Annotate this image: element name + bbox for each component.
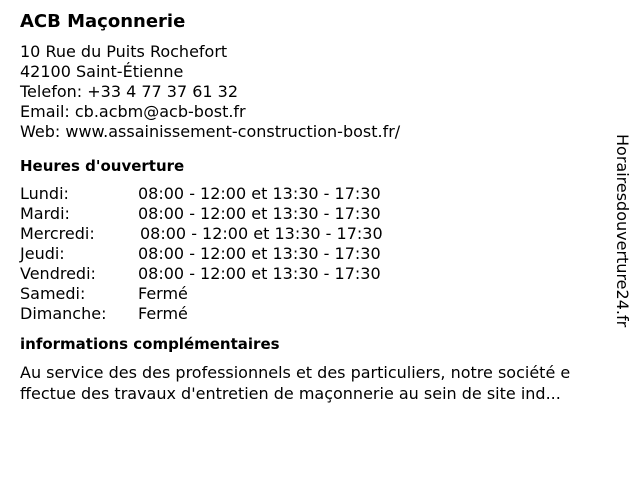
phone-line: Telefon: +33 4 77 37 61 32	[20, 82, 239, 101]
day-hours: 08:00 - 12:00 et 13:30 - 17:30	[138, 264, 381, 283]
email-line: Email: cb.acbm@acb-bost.fr	[20, 102, 246, 121]
hours-row-saturday	[20, 284, 610, 304]
day-label: Vendredi:	[20, 264, 96, 283]
info-heading: informations complémentaires	[20, 335, 280, 353]
business-card	[20, 10, 610, 404]
day-hours: 08:00 - 12:00 et 13:30 - 17:30	[138, 204, 381, 223]
side-brand-watermark	[612, 134, 632, 344]
side-brand-text: Horairesdouverture24.fr	[613, 134, 632, 328]
hours-row-monday	[20, 184, 610, 204]
day-label: Lundi:	[20, 184, 69, 203]
address-city: 42100 Saint-Étienne	[20, 62, 184, 81]
day-label: Samedi:	[20, 284, 86, 303]
hours-row-friday	[20, 264, 610, 284]
business-name: ACB Maçonnerie	[20, 11, 186, 32]
day-label: Mercredi:	[20, 224, 95, 243]
address-street: 10 Rue du Puits Rochefort	[20, 42, 228, 61]
day-hours: Fermé	[138, 304, 188, 323]
day-hours: 08:00 - 12:00 et 13:30 - 17:30	[140, 224, 383, 243]
info-description-line-1: Au service des des professionnels et des particuliers, notre société e	[20, 363, 571, 382]
day-hours: 08:00 - 12:00 et 13:30 - 17:30	[138, 184, 381, 203]
info-description-line-2: ffectue des travaux d'entretien de maçonnerie au sein de site ind...	[20, 384, 561, 403]
day-hours: 08:00 - 12:00 et 13:30 - 17:30	[138, 244, 381, 263]
day-label: Mardi:	[20, 204, 70, 223]
day-label: Jeudi:	[20, 244, 65, 263]
hours-row-thursday	[20, 244, 610, 264]
web-line: Web: www.assainissement-construction-bost.fr/	[20, 122, 401, 141]
hours-row-wednesday	[20, 224, 610, 244]
hours-row-tuesday	[20, 204, 610, 224]
day-label: Dimanche:	[20, 304, 107, 323]
hours-heading: Heures d'ouverture	[20, 157, 185, 175]
day-hours: Fermé	[138, 284, 188, 303]
hours-row-sunday	[20, 304, 610, 324]
